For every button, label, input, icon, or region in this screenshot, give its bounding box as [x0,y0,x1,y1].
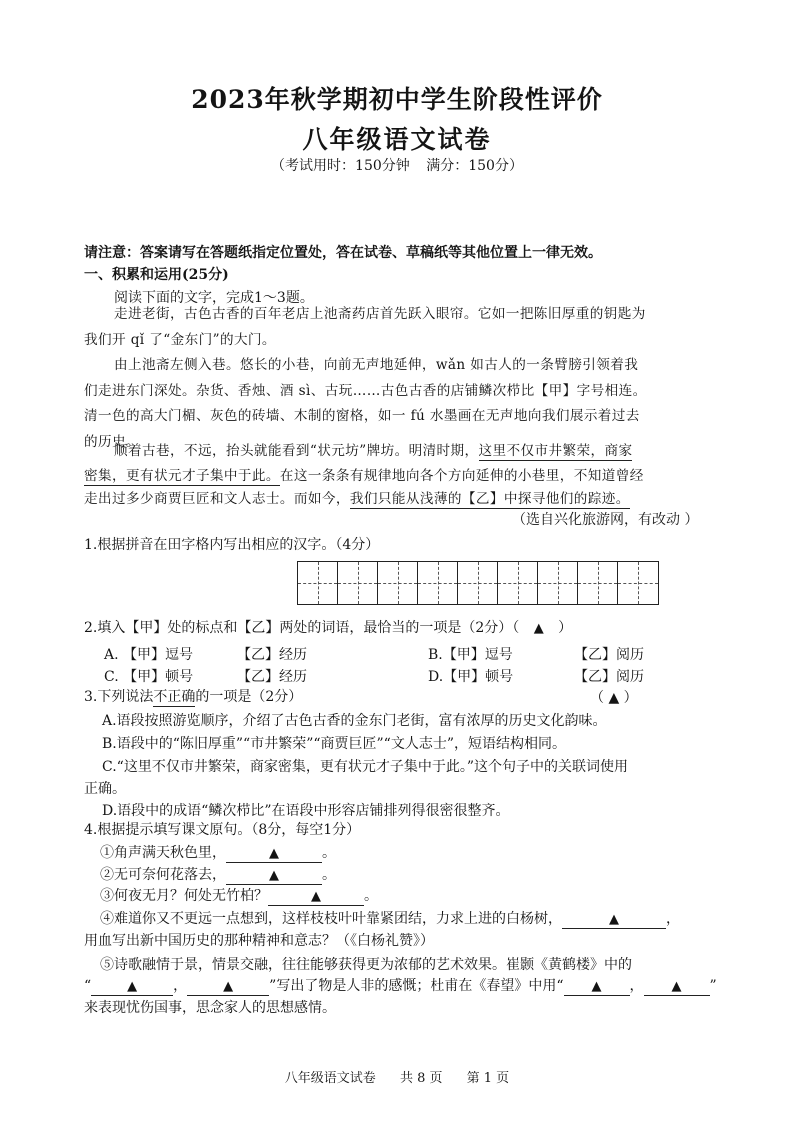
grid-cell[interactable] [498,562,538,604]
grid-cell[interactable] [578,562,618,604]
option-b: B.语段中的“陈旧厚重”“市井繁荣”“商贾巨匠”“文人志士”，短语结构相同。 [102,736,566,752]
answer-blank[interactable]: ▲ [564,979,630,996]
question-3 [84,687,302,707]
fill-item-5-cont: “ ▲ ， ▲ ”写出了物是人非的感慨；杜甫在《春望》中用“ ▲ ， ▲ ” [84,978,717,994]
passage-line: 我们开 qǐ 了“金东门”的大门。 [84,332,276,348]
full-score: 满分：150分） [426,158,523,174]
item-punct: ， [629,978,644,994]
fill-item-1 [100,843,336,863]
paper-subtitle: 八年级语文试卷 [302,125,492,154]
notice: 请注意：答案请写在答题纸指定位置处，答在试卷、草稿纸等其他位置上一律无效。 [84,245,602,261]
question-2-text: 2.填入【甲】处的标点和【乙】两处的词语，最恰当的一项是（2分）（ [84,620,520,636]
fill-item-4-cont: 用血写出新中国历史的那种精神和意志？（《白杨礼赞》） [84,933,434,949]
answer-mark: ▲ [533,621,544,636]
grid-cell[interactable] [538,562,578,604]
answer-blank[interactable]: ▲ [226,846,322,863]
question-3-answer: （ ▲ ） [590,690,638,706]
fill-item-5-end: 来表现忧伤国事，思念家人的思想感情。 [84,1000,336,1016]
question-3-text: 的一项是（2分） [195,689,303,705]
footer-page: 第 1 页 [466,1071,510,1086]
page-footer [0,1067,794,1086]
option-b: B.【甲】逗号 [428,647,513,663]
item-text: ③何夜无月？何处无竹柏？ [100,888,268,904]
passage-text: 在这一条条有规律地向各个方向延伸的小巷里，不知道曾经 [279,468,644,484]
passage-line: 的历史。 [84,434,140,450]
item-punct: 。 [322,845,336,861]
fill-item-4 [100,909,680,929]
section-instruction: 阅读下面的文字，完成1～3题。 [114,290,314,306]
passage-source: （选自兴化旅游网，有改动 ） [512,512,699,528]
grid-cell[interactable] [458,562,498,604]
answer-blank[interactable]: ▲ [91,979,173,996]
exam-info [0,155,794,175]
answer-blank[interactable]: ▲ [562,912,666,929]
option-d: D.【甲】顿号 [428,669,514,685]
item-text: ④难道你又不更远一点想到，这样枝枝叶叶靠紧团结，力求上进的白杨树， [100,911,562,927]
option-a: A. 【甲】逗号 [104,647,194,663]
question-3-text: 3.下列说法 [84,689,154,705]
underlined-sentence: 密集，更有状元才子集中于此。 [84,468,280,484]
question-1: 1.根据拼音在田字格内写出相应的汉字。（4分） [84,537,380,553]
passage-line [84,489,630,509]
item-punct: ， [173,978,188,994]
footer-total: 共 8 页 [399,1071,443,1086]
exam-title: 2023年秋学期初中学生阶段性评价 [191,85,603,114]
underlined-sentence: 我们只能从浅薄的【乙】中探寻他们的踪迹。 [349,491,630,507]
passage-text: 顺着古巷，不远，抬头就能看到“状元坊”牌坊。明清时期， [114,443,479,459]
fill-item-3 [100,886,378,906]
tianzige-grid[interactable] [297,561,659,605]
passage-text: 走出过多少商贾巨匠和文人志士。而如今， [84,491,350,507]
item-punct: 。 [322,867,336,883]
passage-line: 清一色的高大门楣、灰色的砖墙、木制的窗格，如一 fú 水墨画在无声地向我们展示着过去 [84,408,640,424]
grid-cell[interactable] [338,562,378,604]
option-a-second: 【乙】经历 [237,647,307,663]
answer-blank[interactable]: ▲ [226,868,322,885]
grid-cell[interactable] [418,562,458,604]
answer-blank[interactable]: ▲ [644,979,710,996]
passage-line: 由上池斋左侧入巷。悠长的小巷，向前无声地延伸，wǎn 如古人的一条臂膀引领着我 [114,357,639,373]
answer-close: ） [558,620,573,636]
option-d-second: 【乙】阅历 [574,669,644,685]
answer-blank[interactable]: ▲ [268,889,364,906]
item-punct: 。 [364,888,378,904]
grid-cell[interactable] [618,562,658,604]
section-heading: 一、积累和运用(25分) [84,267,229,283]
option-c-second: 【乙】经历 [237,669,307,685]
underlined-sentence: 这里不仅市井繁荣，商家 [478,443,633,459]
passage-line [114,441,632,461]
fill-item-5: ⑤诗歌融情于景，情景交融，往往能够获得更为浓郁的艺术效果。崔颢《黄鹤楼》中的 [100,957,632,973]
question-2 [84,618,572,639]
item-text: ”写出了物是人非的感慨；杜甫在《春望》中用“ [269,978,564,994]
passage-line: 们走进东门深处。杂货、香烛、酒 sì、古玩……古色古香的店铺鳞次栉比【甲】字号相连。 [84,383,647,399]
option-c: C. 【甲】顿号 [104,669,194,685]
grid-cell[interactable] [298,562,338,604]
item-text: ①角声满天秋色里， [100,845,226,861]
option-b-second: 【乙】阅历 [574,647,644,663]
option-c: C.“这里不仅市井繁荣，商家密集，更有状元才子集中于此。”这个句子中的关联词使用 [102,759,628,775]
passage-line [84,466,644,486]
grid-cell[interactable] [378,562,418,604]
option-d: D.语段中的成语“鳞次栉比”在语段中形容店铺排列得很密很整齐。 [102,803,510,819]
question-3-keyword: 不正确 [153,689,196,705]
option-a: A.语段按照游览顺序，介绍了古色古香的金东门老街，富有浓厚的历史文化韵味。 [102,713,607,729]
passage-line: 走进老街，古色古香的百年老店上池斋药店首先跃入眼帘。它如一把陈旧厚重的钥匙为 [114,306,646,322]
option-c-cont: 正确。 [84,781,126,797]
fill-item-2 [100,865,336,885]
question-4: 4.根据提示填写课文原句。（8分，每空1分） [84,822,361,838]
footer-paper: 八年级语文试卷 [284,1071,376,1086]
answer-blank[interactable]: ▲ [187,979,269,996]
item-punct: ， [666,911,680,927]
exam-time: （考试用时：150分钟 [271,158,410,174]
item-text: ②无可奈何花落去， [100,867,226,883]
